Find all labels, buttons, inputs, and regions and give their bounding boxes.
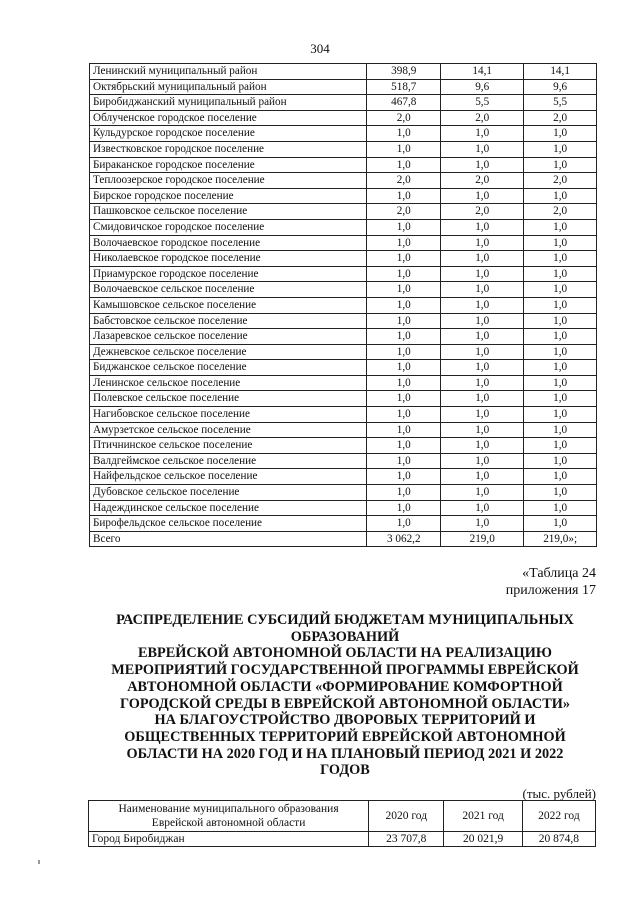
header-2022-cell: 2022 год [522,801,595,832]
value-2022: 1,0 [524,266,597,282]
table-row [90,516,597,532]
table-row [90,251,597,267]
value-2022: 1,0 [524,485,597,501]
value-2022: 2,0 [524,204,597,220]
table-row [90,64,597,80]
value-2022: 1,0 [524,453,597,469]
value-2022: 2,0 [524,110,597,126]
municipality-name: Ленинский муниципальный район [90,64,367,80]
value-2022: 1,0 [524,391,597,407]
municipality-name: Биджанское сельское поселение [90,360,367,376]
table-24-label: «Таблица 24 [522,566,596,581]
table-row [90,329,597,345]
value-2020: 3 062,2 [367,531,441,547]
value-2021: 1,0 [441,251,524,267]
value-2020: 398,9 [367,64,441,80]
municipality-name: Облученское городское поселение [90,110,367,126]
table-row [90,110,597,126]
value-2022: 1,0 [524,500,597,516]
municipality-name: Бираканское городское поселение [90,157,367,173]
value-2021: 1,0 [441,235,524,251]
value-2021: 1,0 [441,219,524,235]
value-2020: 1,0 [367,375,441,391]
municipality-name: Нагибовское сельское поселение [90,407,367,423]
value-2021: 1,0 [441,516,524,532]
value-2020: 1,0 [367,157,441,173]
municipality-name: Николаевское городское поселение [90,251,367,267]
value-2020: 518,7 [367,79,441,95]
subsidy-table-body [90,64,597,547]
municipality-name: Ленинское сельское поселение [90,375,367,391]
municipality-name: Птичнинское сельское поселение [90,438,367,454]
value-2021: 1,0 [441,500,524,516]
value-2020: 2,0 [367,110,441,126]
municipality-name: Валдгеймское сельское поселение [90,453,367,469]
value-2021: 1,0 [441,266,524,282]
value-2022: 1,0 [524,375,597,391]
value-2020: 1,0 [367,329,441,345]
table-row [90,500,597,516]
header-name-cell [89,801,369,832]
table-row [90,79,597,95]
value-2022: 20 874,8 [522,832,595,847]
municipality-name: Камышовское сельское поселение [90,297,367,313]
value-2020: 1,0 [367,141,441,157]
value-2022: 1,0 [524,235,597,251]
value-2021: 1,0 [441,157,524,173]
municipality-name: Дежневское сельское поселение [90,344,367,360]
value-2020: 1,0 [367,469,441,485]
header-2021-cell: 2021 год [444,801,522,832]
table-row [90,422,597,438]
value-2020: 2,0 [367,204,441,220]
header-2020-cell: 2020 год [369,801,444,832]
value-2020: 1,0 [367,297,441,313]
table-row [90,157,597,173]
municipality-name: Пашковское сельское поселение [90,204,367,220]
value-2022: 1,0 [524,251,597,267]
value-2020: 1,0 [367,407,441,423]
table-row [90,126,597,142]
value-2022: 1,0 [524,516,597,532]
table-24 [88,800,596,847]
header-name-line1: Наименование муниципального образования [118,803,339,815]
value-2020: 1,0 [367,251,441,267]
municipality-name: Биробиджанский муниципальный район [90,95,367,111]
value-2020: 1,0 [367,485,441,501]
table-row [90,375,597,391]
value-2021: 1,0 [441,469,524,485]
municipality-name: Смидовичское городское поселение [90,219,367,235]
municipality-name: Найфельдское сельское поселение [90,469,367,485]
table-24-reference [506,565,596,599]
value-2022: 1,0 [524,407,597,423]
value-2021: 1,0 [441,391,524,407]
value-2020: 1,0 [367,188,441,204]
value-2022: 1,0 [524,438,597,454]
value-2021: 20 021,9 [444,832,522,847]
value-2020: 1,0 [367,422,441,438]
value-2021: 1,0 [441,485,524,501]
value-2021: 5,5 [441,95,524,111]
value-2021: 1,0 [441,344,524,360]
value-2022: 1,0 [524,329,597,345]
value-2021: 1,0 [441,375,524,391]
value-2020: 23 707,8 [369,832,444,847]
table-row [90,204,597,220]
table-row [90,219,597,235]
municipality-name: Всего [90,531,367,547]
value-2021: 1,0 [441,407,524,423]
table-row [90,485,597,501]
value-2020: 1,0 [367,360,441,376]
value-2021: 9,6 [441,79,524,95]
municipality-name: Волочаевское городское поселение [90,235,367,251]
table-row [90,407,597,423]
value-2022: 14,1 [524,64,597,80]
municipality-name: Бабстовское сельское поселение [90,313,367,329]
table-row [90,95,597,111]
value-2022: 1,0 [524,282,597,298]
value-2022: 1,0 [524,219,597,235]
value-2021: 1,0 [441,297,524,313]
table-row [90,297,597,313]
heading-line: ОБЛАСТИ НА 2020 ГОД И НА ПЛАНОВЫЙ ПЕРИОД 2021 И 2022 [126,745,564,762]
municipality-name: Октябрьский муниципальный район [90,79,367,95]
heading-line: РАСПРЕДЕЛЕНИЕ СУБСИДИЙ БЮДЖЕТАМ МУНИЦИПАЛЬНЫХ [116,612,574,628]
value-2020: 1,0 [367,391,441,407]
value-2021: 2,0 [441,204,524,220]
value-2021: 2,0 [441,110,524,126]
municipality-name: Бирское городское поселение [90,188,367,204]
table-row [89,832,596,847]
municipality-name: Теплоозерское городское поселение [90,173,367,189]
value-2020: 1,0 [367,282,441,298]
value-2021: 1,0 [441,188,524,204]
heading-line: АВТОНОМНОЙ ОБЛАСТИ «ФОРМИРОВАНИЕ КОМФОРТНОЙ [127,678,563,695]
value-2022: 1,0 [524,126,597,142]
table-row [90,141,597,157]
table-row [90,313,597,329]
heading-line: ГОДОВ [320,762,370,779]
heading-line: ОБЩЕСТВЕННЫХ ТЕРРИТОРИЙ ЕВРЕЙСКОЙ АВТОНОМНОЙ [124,728,566,745]
municipality-name: Город Биробиджан [89,832,369,847]
value-2020: 1,0 [367,453,441,469]
table-row [90,282,597,298]
table-row [90,469,597,485]
value-2021: 1,0 [441,329,524,345]
value-2021: 1,0 [441,126,524,142]
value-2020: 1,0 [367,313,441,329]
value-2021: 1,0 [441,282,524,298]
value-2022: 1,0 [524,360,597,376]
value-2020: 1,0 [367,235,441,251]
value-2022: 5,5 [524,95,597,111]
value-2020: 1,0 [367,219,441,235]
subsidy-table-continued [89,63,597,547]
value-2022: 1,0 [524,422,597,438]
value-2022: 1,0 [524,141,597,157]
value-2022: 1,0 [524,344,597,360]
municipality-name: Надеждинское сельское поселение [90,500,367,516]
municipality-name: Бирофельдское сельское поселение [90,516,367,532]
margin-mark [38,860,40,864]
table-row [90,266,597,282]
municipality-name: Кульдурское городское поселение [90,126,367,142]
value-2020: 1,0 [367,266,441,282]
value-2021: 1,0 [441,313,524,329]
value-2022: 2,0 [524,173,597,189]
value-2020: 2,0 [367,173,441,189]
value-2021: 1,0 [441,453,524,469]
value-2020: 1,0 [367,126,441,142]
table-row [90,438,597,454]
table-row [90,360,597,376]
municipality-name: Амурзетское сельское поселение [90,422,367,438]
municipality-name: Полевское сельское поселение [90,391,367,407]
heading-line: МЕРОПРИЯТИЙ ГОСУДАРСТВЕННОЙ ПРОГРАММЫ ЕВРЕЙСКОЙ [111,662,579,679]
table-24-header-row [89,801,596,832]
appendix-17-label: приложения 17 [505,583,596,598]
table-row [90,453,597,469]
municipality-name: Известковское городское поселение [90,141,367,157]
unit-label: (тыс. рублей) [522,786,596,801]
value-2021: 1,0 [441,438,524,454]
value-2021: 2,0 [441,173,524,189]
municipality-name: Дубовское сельское поселение [90,485,367,501]
value-2022: 1,0 [524,297,597,313]
table-row [90,173,597,189]
value-2022: 219,0»; [524,531,597,547]
table-row [90,235,597,251]
table-row [90,531,597,547]
municipality-name: Лазаревское сельское поселение [90,329,367,345]
value-2021: 1,0 [441,422,524,438]
heading-line: НА БЛАГОУСТРОЙСТВО ДВОРОВЫХ ТЕРРИТОРИЙ И [154,712,536,729]
heading-line: ЕВРЕЙСКОЙ АВТОНОМНОЙ ОБЛАСТИ НА РЕАЛИЗАЦИЮ [137,645,553,662]
value-2020: 1,0 [367,344,441,360]
municipality-name: Приамурское городское поселение [90,266,367,282]
page-number: 304 [310,41,330,56]
municipality-name: Волочаевское сельское поселение [90,282,367,298]
value-2022: 1,0 [524,188,597,204]
value-2021: 1,0 [441,141,524,157]
table-row [90,391,597,407]
heading-line: ОБРАЗОВАНИЙ [290,628,400,645]
value-2022: 9,6 [524,79,597,95]
value-2020: 1,0 [367,500,441,516]
table-row [90,188,597,204]
value-2021: 219,0 [441,531,524,547]
value-2020: 1,0 [367,438,441,454]
value-2020: 1,0 [367,516,441,532]
header-name-line2: Еврейской автономной области [151,817,306,829]
heading-line: ГОРОДСКОЙ СРЕДЫ В ЕВРЕЙСКОЙ АВТОНОМНОЙ ОБЛАСТИ» [119,695,571,712]
value-2022: 1,0 [524,157,597,173]
table-24-heading [88,612,602,779]
value-2022: 1,0 [524,469,597,485]
table-row [90,344,597,360]
value-2020: 467,8 [367,95,441,111]
value-2022: 1,0 [524,313,597,329]
value-2021: 14,1 [441,64,524,80]
value-2021: 1,0 [441,360,524,376]
